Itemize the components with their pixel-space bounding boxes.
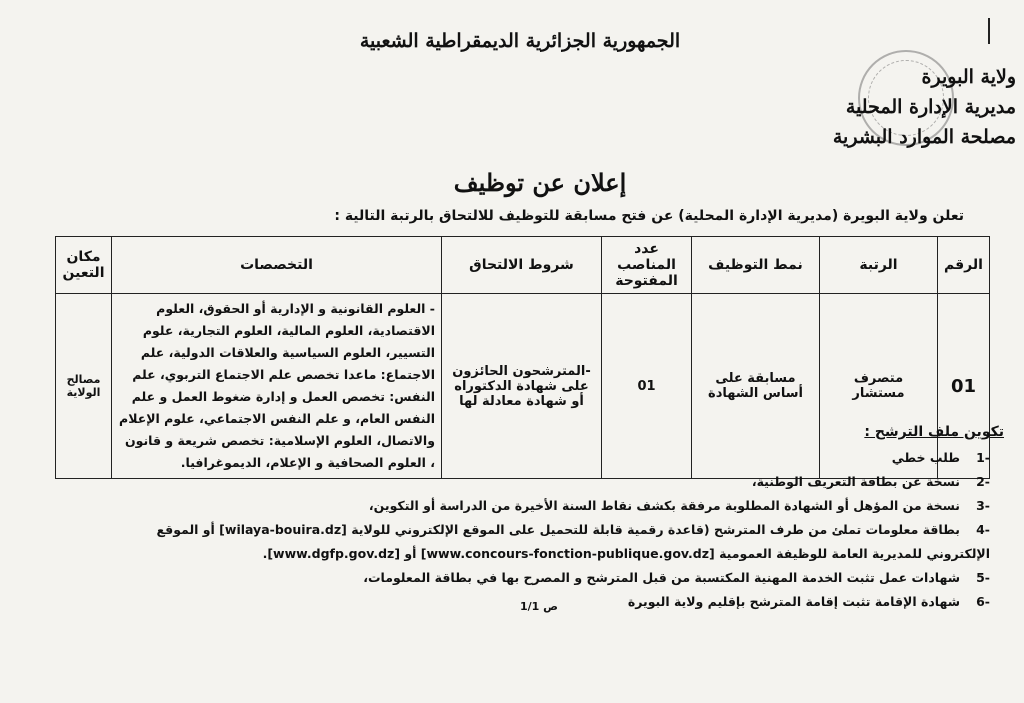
item-text: شهادة الإقامة تثبت إقامة المترشح بإقليم ولاية البويرة xyxy=(627,594,960,609)
list-item xyxy=(110,566,990,590)
cell-conditions: -المترشحون الحائزون على شهادة الدكتوراه أو شهادة معادلة لها xyxy=(442,294,602,479)
item-number: -6 xyxy=(976,594,990,609)
item-number: -4 xyxy=(976,522,990,537)
required-documents-list xyxy=(110,446,990,614)
list-item xyxy=(110,446,990,470)
header-mode: نمط التوظيف xyxy=(692,237,820,294)
header-rank: الرتبة xyxy=(820,237,938,294)
header-conditions: شروط الالتحاق xyxy=(442,237,602,294)
authority-line: مصلحة الموارد البشرية xyxy=(832,126,1016,148)
item-number: -5 xyxy=(976,570,990,585)
cell-rank: متصرف مستشار xyxy=(820,294,938,479)
list-item xyxy=(110,494,990,518)
item-text: طلب خطي xyxy=(891,450,960,465)
republic-header: الجمهورية الجزائرية الديمقراطية الشعبية xyxy=(359,30,681,52)
issuing-authority xyxy=(826,62,1016,152)
margin-mark xyxy=(988,18,990,44)
page-number: ص 1/1 xyxy=(520,600,558,613)
item-text: نسخة من المؤهل أو الشهادة المطلوبة مرفقة بكشف نقاط السنة الأخيرة من الدراسة أو التكوين، xyxy=(368,498,960,513)
authority-line: مديرية الإدارة المحلية xyxy=(845,96,1016,118)
list-item xyxy=(110,470,990,494)
cell-specialties: - العلوم القانونية و الإدارية أو الحقوق، العلوم الاقتصادية، العلوم المالية، العلوم التجارية، علوم التسيير، العلوم السياسية والعلاقات الدولية، علم الاجتماع: ماعدا تخصص علم الاجتماع التربوي، علم النفس: تخصص العمل و إدارة ضغوط العمل و علم النفس العام، و علم النفس الاجتماعي، علوم الإعلام والاتصال، العلوم الإسلامية: تخصص شريعة و قانون ، العلوم الصحافية و الإعلام، الديموغرافيا. xyxy=(112,294,442,479)
recruitment-table xyxy=(55,236,990,479)
page-title: إعلان عن توظيف xyxy=(453,168,627,197)
header-posts: عدد المناصب المفتوحة xyxy=(602,237,692,294)
table-header-row xyxy=(56,237,990,294)
intro-text: تعلن ولاية البويرة (مديرية الإدارة المحلية) عن فتح مسابقة للتوظيف للالتحاق بالرتبة التالية : xyxy=(334,208,964,224)
list-item xyxy=(110,518,990,566)
authority-line: ولاية البويرة xyxy=(921,66,1016,88)
cell-number: 01 xyxy=(938,294,990,479)
item-text: شهادات عمل تثبت الخدمة المهنية المكتسبة من قبل المترشح و المصرح بها في بطاقة المعلومات، xyxy=(363,570,960,585)
file-section-title: تكوين ملف الترشح : xyxy=(864,424,1004,440)
item-number: -2 xyxy=(976,474,990,489)
cell-location: مصالح الولاية xyxy=(56,294,112,479)
item-number: -3 xyxy=(976,498,990,513)
item-number: -1 xyxy=(976,450,990,465)
item-text: بطاقة معلومات تملئ من طرف المترشح (قاعدة رقمية قابلة للتحميل على الموقع الإلكتروني للولاية [wilaya-bouira.dz] أو الموقع الإلكتروني للمديرية العامة للوظيفة العمومية [www.concours-fonction-publique.gov.dz] أو [www.dgfp.gov.dz]. xyxy=(156,522,990,561)
cell-posts: 01 xyxy=(602,294,692,479)
item-text: نسخة عن بطاقة التعريف الوطنية، xyxy=(751,474,960,489)
header-specialties: التخصصات xyxy=(112,237,442,294)
header-location: مكان التعين xyxy=(56,237,112,294)
cell-mode: مسابقة على أساس الشهادة xyxy=(692,294,820,479)
header-number: الرقم xyxy=(938,237,990,294)
